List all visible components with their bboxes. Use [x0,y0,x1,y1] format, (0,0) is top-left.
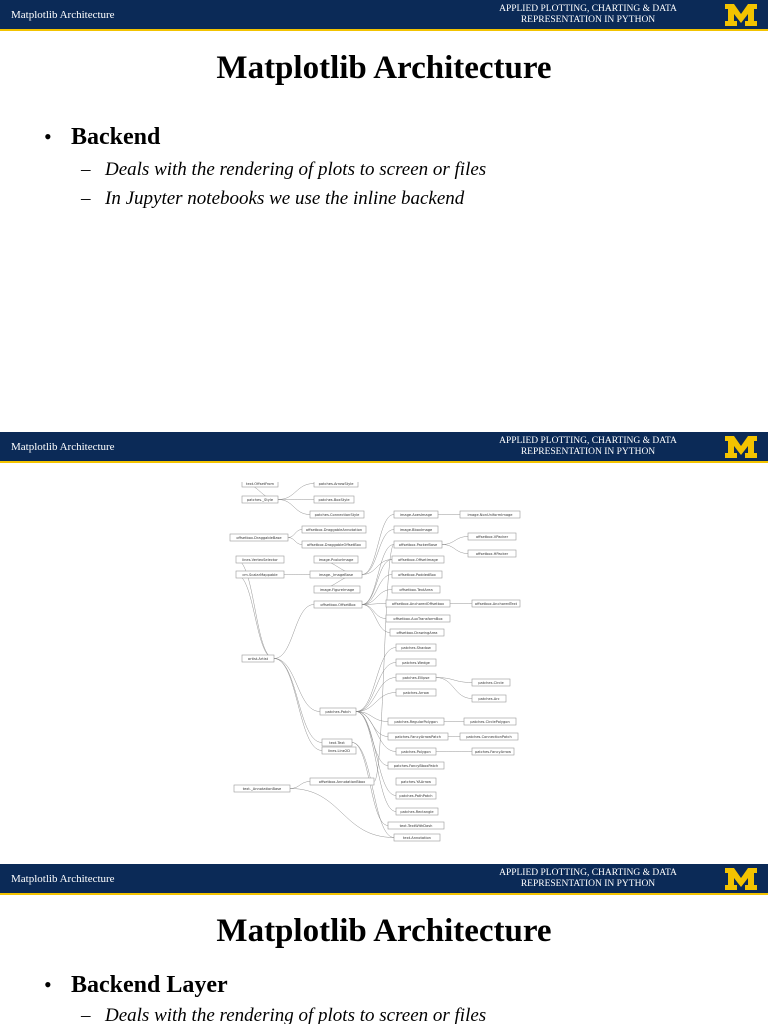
class-node-label: patches.Circle [478,680,504,685]
inheritance-edge [362,605,386,619]
class-node-label: patches.ConnectionStyle [314,512,360,517]
header-course-title-line2: REPRESENTATION IN PYTHON [520,14,656,25]
sub-bullet-text: Deals with the rendering of plots to screen or files [105,159,487,180]
class-node-label: patches.CirclePolygon [470,719,510,724]
class-node [388,718,444,725]
class-node-label: image.NonUniformImage [467,512,513,517]
class-node-label: patches.Rectangle [400,809,434,814]
header-course-title-line1: APPLIED PLOTTING, CHARTING & DATA [499,436,677,446]
class-node-label: text.OffsetFrom [246,482,274,486]
inheritance-edge [362,560,392,575]
slide-header [0,432,768,463]
class-node [322,747,356,754]
header-course-section: Matplotlib Architecture [11,441,115,453]
class-node-label: offsetbox.DraggableBase [236,535,282,540]
class-node [310,778,374,785]
class-node-label: offsetbox.OffsetBox [320,602,356,607]
slide-title: Matplotlib Architecture [216,50,552,86]
class-node-label: patches.PathPatch [399,793,433,798]
class-node [236,556,284,563]
class-node [230,534,288,541]
header-course-title-line1: APPLIED PLOTTING, CHARTING & DATA [499,4,677,14]
class-node-label: text.Text [329,740,345,745]
class-node-label: image.AxesImage [399,512,433,517]
class-node-label: image.FigureImage [319,587,355,592]
sub-bullet-item [81,1005,486,1024]
slide-header [0,864,768,895]
class-node [468,533,516,540]
bullet-text: Backend [71,124,161,150]
class-node-label: text.TextWithDash [399,823,433,828]
inheritance-edge [362,560,392,605]
bullet-text: Backend Layer [71,972,228,998]
class-node [314,601,362,608]
class-node [302,541,366,548]
class-node-label: offsetbox.OffsetImage [398,557,438,562]
class-node [322,739,352,746]
class-node [302,526,366,533]
sub-bullet-item [81,188,464,210]
class-node-label: offsetbox.AnchoredOffsetbox [391,601,445,606]
header-course-title-line2: REPRESENTATION IN PYTHON [520,446,656,457]
class-node-label: offsetbox.DraggableOffsetBox [307,542,361,547]
inheritance-edge [274,659,322,743]
slide-3 [0,864,768,1024]
class-node-label: patches.ArrowStyle [318,482,354,486]
class-node-label: image.BboxImage [399,527,433,532]
sub-bullet-text: Deals with the rendering of plots to screen or files [105,1005,487,1024]
inheritance-edge [290,782,310,789]
inheritance-edge [274,659,320,712]
bullet-item [44,972,228,999]
class-node-label: image._ImageBase [318,572,354,577]
class-node-label: lines.VertexSelector [242,557,278,562]
bullet-item [44,124,160,151]
class-node-label: offsetbox.DrawingArea [396,630,438,635]
inheritance-edge [356,712,396,812]
class-node [396,644,436,651]
class-node [236,571,284,578]
inheritance-edge [274,659,322,751]
inheritance-edge [288,538,302,545]
class-node [396,792,436,799]
class-node [394,526,438,533]
header-course-title-line2: REPRESENTATION IN PYTHON [520,878,656,889]
class-node-label: patches.ConnectionPatch [466,734,512,739]
class-node [394,511,438,518]
class-node [460,733,518,740]
class-node [388,822,444,829]
class-node [394,541,442,548]
class-node [392,556,444,563]
class-node-label: patches.Patch [325,709,351,714]
university-logo-icon [724,3,758,27]
sub-bullet-item [81,159,486,181]
class-node [472,695,506,702]
class-hierarchy-diagram [228,482,540,844]
class-node [388,762,444,769]
class-node-label: patches._Style [246,497,274,502]
class-node [394,834,440,841]
inheritance-edge [274,605,314,659]
class-node [460,511,520,518]
class-node-label: text._AnnotationBase [242,786,282,791]
dash-icon: – [81,188,91,209]
class-node [396,674,436,681]
inheritance-edge [356,663,396,712]
class-node-label: offsetbox.DraggableAnnotation [305,527,363,532]
class-node [386,615,450,622]
slide-title: Matplotlib Architecture [216,913,552,949]
header-course-title [478,868,698,889]
sub-bullet-text: In Jupyter notebooks we use the inline backend [105,188,465,209]
inheritance-edge [436,678,472,699]
class-node [396,808,438,815]
class-node [392,571,442,578]
class-node-label: patches.Shadow [401,645,431,650]
class-node-label: artist.Artist [247,656,269,661]
university-logo-icon [724,435,758,459]
class-node [310,511,364,518]
class-node-label: text.Annotation [403,835,431,840]
class-node-label: patches.FancyBboxPatch [393,763,439,768]
class-node-label: offsetbox.AuxTransformBox [393,616,443,621]
class-node [472,748,514,755]
class-node-label: patches.YAArrow [400,779,432,784]
class-node [314,556,358,563]
class-hierarchy-svg [228,482,540,844]
inheritance-edge [356,712,388,722]
class-node [468,550,516,557]
class-node [386,600,450,607]
class-node-label: offsetbox.HPacker [475,551,509,556]
class-node-label: offsetbox.PackerBase [398,542,438,547]
class-node [396,659,436,666]
slide-1 [0,0,768,432]
class-node-label: offsetbox.TextArea [399,587,433,592]
dash-icon: – [81,1005,91,1024]
class-node [242,655,274,662]
class-node-label: patches.FancyArrowPatch [395,734,441,739]
inheritance-edge [278,484,314,500]
class-node-label: cm.ScalarMappable [242,572,278,577]
class-node-label: offsetbox.VPacker [475,534,509,539]
class-node [314,482,358,487]
class-node-label: patches.RegularPolygon [394,719,438,724]
inheritance-edge [356,712,396,752]
class-node [396,748,436,755]
header-course-title-line1: APPLIED PLOTTING, CHARTING & DATA [499,868,677,878]
class-node [472,600,520,607]
class-node-label: image.PcolorImage [318,557,354,562]
class-node [314,586,360,593]
class-node-label: patches.Arrow [403,690,429,695]
inheritance-edge [278,500,310,515]
header-course-title [478,4,698,25]
class-node-label: patches.Wedge [402,660,430,665]
class-node [472,679,510,686]
class-node [242,482,278,487]
inheritance-edge [356,693,396,712]
class-node [234,785,290,792]
dash-icon: – [81,159,91,180]
class-node-label: patches.Polygon [401,749,431,754]
class-node [310,571,362,578]
class-node-label: offsetbox.AnchoredText [474,601,518,606]
class-node [464,718,516,725]
class-node-label: patches.FancyArrow [474,749,512,754]
bullet-dot-icon: • [44,972,52,997]
header-course-section: Matplotlib Architecture [11,873,115,885]
class-node [396,778,436,785]
inheritance-edge [362,545,394,605]
class-node-label: lines.Line2D [327,748,351,753]
header-course-section: Matplotlib Architecture [11,9,115,21]
slide-2 [0,432,768,864]
class-node-label: patches.Arc [478,696,500,701]
class-node-label: patches.BoxStyle [318,497,350,502]
class-node [392,586,440,593]
header-course-title [478,436,698,457]
class-node [314,496,354,503]
inheritance-edge [356,678,396,712]
inheritance-edge [374,545,394,782]
inheritance-edge [442,545,468,554]
class-node-label: patches.Ellipse [402,675,430,680]
class-node [396,689,436,696]
inheritance-edge [442,537,468,545]
bullet-dot-icon: • [44,124,52,149]
class-node [242,496,278,503]
class-node-label: offsetbox.PaddedBox [398,572,436,577]
inheritance-edge [288,530,302,538]
class-node [320,708,356,715]
class-node [390,629,444,636]
university-logo-icon [724,867,758,891]
class-node [388,733,448,740]
class-node-label: offsetbox.AnnotationBbox [318,779,366,784]
inheritance-edge [236,575,274,659]
slide-header [0,0,768,31]
